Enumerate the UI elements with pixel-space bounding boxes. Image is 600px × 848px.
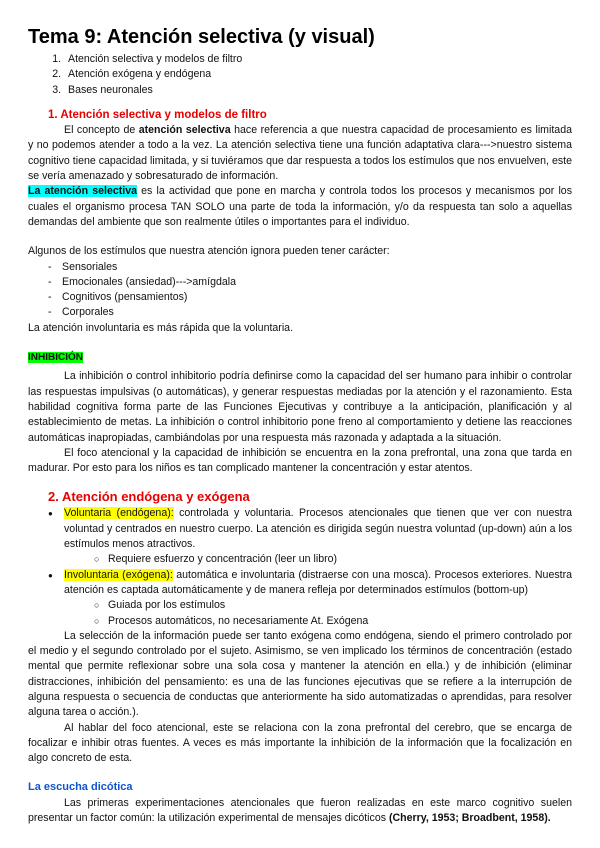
highlighted-term: Involuntaria (exógena): xyxy=(64,568,173,581)
escucha-paragraph-1 xyxy=(28,796,572,827)
text-run: Las primeras experimentaciones atencionales que fueron realizadas en este marco cognitivo suelen presentar un factor común: la utilización experimental de mensajes dicóticos xyxy=(28,796,572,825)
toc-item: 2. Atención exógena y endógena xyxy=(64,67,572,82)
section-2-paragraph-2: Al hablar del foco atencional, este se relaciona con la zona prefrontal del cerebro, que se encarga de focalizar e inhibir otras fuentes. A veces es más importante la inhibición de la información que la focalización en algo concreto de esta. xyxy=(28,721,572,765)
text-run: hace referencia a que nuestra capacidad de procesamiento es limitada y no podemos atender a todo a la vez. La atención selectiva tiene una función adaptativa clara--->nuestro sistema cognitivo tiene capacidad limitada, y si tuviéramos que dar respuesta a todos los estímulos que nos envuelven, este se vería amenazado y sobresaturado de información. xyxy=(28,124,572,183)
text-run: controlada y voluntaria. Procesos atencionales que tienen que ver con nuestra voluntad y centrados en nuestro cuerpo. La atención es dirigida según nuestra voluntad (up-down) aún a los estímulos menos atractivos. xyxy=(64,507,573,551)
inhibicion-paragraph-1: La inhibición o control inhibitorio podría definirse como la capacidad del ser humano para inhibir o controlar las respuestas impulsivas (o automáticas), y generar respuestas mediadas por la atención y el razonamiento. Esta habilidad cognitiva forma parte de las Funciones Ejecutivas y contribuye a la anticipación, planificación y al establecimiento de metas. La inhibición o control inhibitorio pone freno al comportamiento y detiene las reacciones automáticas inapropiadas, cambiándolas por una respuesta más razonada y adaptada a la situación. xyxy=(28,370,572,444)
section-2-paragraph-1: La selección de la información puede ser tanto exógena como endógena, siendo el primero controlado por el medio y el segundo controlado por el sujeto. Asimismo, se ven implicado los términos de concentración (estado mental que permite reflexionar sobre una sola cosa y mantener la atención en ella.) y de inhibición (eliminar distracciones, inhibición del pensamiento: es una de las funciones ejecutivas que se refiere a la interrupción de alguna respuesta o secuencia de conductas que anteriormente ha sido automatizadas o aprendidas, para resolver alguna tarea o acción.). xyxy=(28,629,572,719)
text-run: es la actividad que pone en marcha y controla todos los procesos y mecanismos por los cuales el organismo procesa TAN SOLO una parte de toda la información, y/o da respuesta tan solo a aquellas demandas del ambiente que son realmente útiles o importantes para el individuo. xyxy=(28,185,572,228)
highlighted-term: Voluntaria (endógena): xyxy=(64,507,174,520)
table-of-contents xyxy=(28,52,572,98)
section-1-paragraph-2 xyxy=(28,184,572,230)
section-1-heading: 1. Atención selectiva y modelos de filtro xyxy=(48,108,267,121)
toc-item: 1. Atención selectiva y modelos de filtro xyxy=(64,52,572,67)
sub-item: ○ Guiada por los estímulos xyxy=(94,598,572,613)
sub-list xyxy=(64,598,572,629)
sub-item: ○ Procesos automáticos, no necesariamente At. Exógena xyxy=(94,614,572,629)
list-item: - Sensoriales xyxy=(48,260,572,275)
stimuli-list xyxy=(28,260,572,321)
bold-term: atención selectiva xyxy=(138,124,231,137)
section-2-heading: 2. Atención endógena y exógena xyxy=(48,489,250,505)
text-run: automática e involuntaria (distraerse con una mosca). Procesos exteriores. Nuestra atención es captada automáticamente y de manera refleja por determinados estímulos (bottom-up) xyxy=(64,568,572,596)
section-1-paragraph-4: La atención involuntaria es más rápida que la voluntaria. xyxy=(28,321,294,334)
inhibicion-heading-wrap xyxy=(28,350,572,365)
toc-item: 3. Bases neuronales xyxy=(64,83,572,98)
section-1-paragraph-1 xyxy=(28,123,572,184)
inhibicion-paragraph-2: El foco atencional y la capacidad de inhibición se encuentra en la zona prefrontal, una zona que tarda en madurar. Por esto para los niños es tan complicado mantener la concentración y estar atentos. xyxy=(28,446,572,475)
sub-item: ○ Requiere esfuerzo y concentración (leer un libro) xyxy=(94,552,572,567)
inhibicion-heading: INHIBICIÓN xyxy=(28,352,83,364)
citation: (Cherry, 1953; Broadbent, 1958). xyxy=(388,812,551,825)
highlighted-term: La atención selectiva xyxy=(28,185,137,198)
list-item: - Emocionales (ansiedad)--->amígdala xyxy=(48,275,572,290)
bullet-voluntaria xyxy=(50,506,572,567)
bullet-involuntaria xyxy=(50,568,572,629)
list-item: - Cognitivos (pensamientos) xyxy=(48,290,572,305)
attention-types-list xyxy=(28,506,572,628)
list-item: - Corporales xyxy=(48,305,572,320)
sub-list xyxy=(64,552,572,567)
section-1-paragraph-3: Algunos de los estímulos que nuestra atención ignora pueden tener carácter: xyxy=(28,245,390,258)
text-run: El concepto de xyxy=(64,124,139,137)
page-title: Tema 9: Atención selectiva (y visual) xyxy=(28,26,375,48)
escucha-heading: La escucha dicótica xyxy=(28,781,133,794)
